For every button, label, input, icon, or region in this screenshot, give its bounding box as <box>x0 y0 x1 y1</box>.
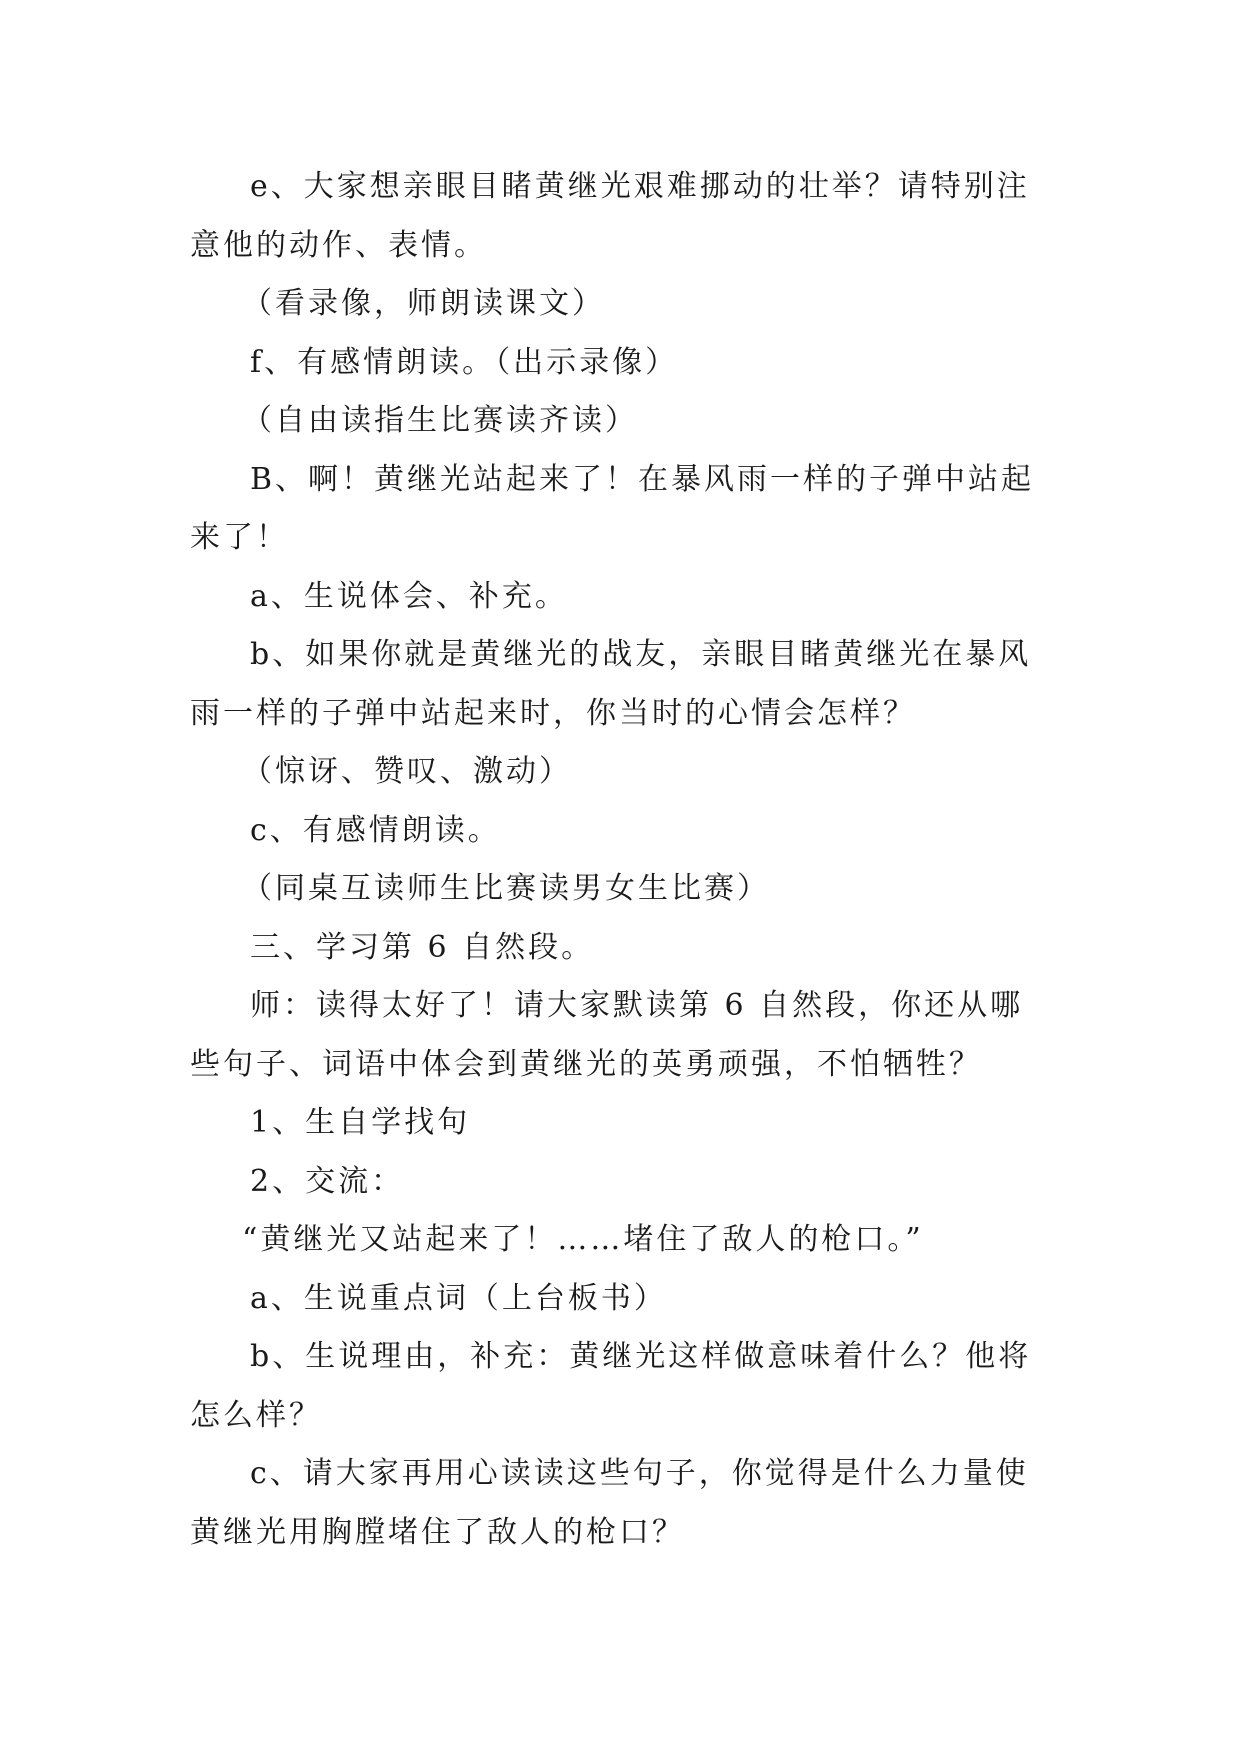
paragraph: e、大家想亲眼目睹黄继光艰难挪动的壮举？请特别注意他的动作、表情。 <box>190 169 1030 263</box>
paragraph: a、生说重点词（上台板书） <box>250 1280 667 1316</box>
quoted-sentence: “黄继光又站起来了！……堵住了敌人的枪口。” <box>242 1222 924 1257</box>
paragraph: b、如果你就是黄继光的战友，亲眼目睹黄继光在暴风雨一样的子弹中站起来时，你当时的心情会怎样？ <box>190 637 1032 731</box>
paragraph: （自由读指生比赛读齐读） <box>242 403 638 438</box>
document-body <box>190 158 1050 1562</box>
paragraph: 师：读得太好了！请大家默读第 6 自然段，你还从哪些句子、词语中体会到黄继光的英勇顽强，不怕牺牲？ <box>190 988 1024 1082</box>
paragraph: f、有感情朗读。（出示录像） <box>250 344 679 380</box>
paragraph: （看录像，师朗读课文） <box>242 286 605 321</box>
paragraph: a、生说体会、补充。 <box>250 578 568 614</box>
paragraph: B、啊！黄继光站起来了！在暴风雨一样的子弹中站起来了！ <box>190 461 1035 555</box>
paragraph: 2、交流： <box>250 1163 405 1199</box>
paragraph: 1、生自学找句 <box>250 1105 471 1140</box>
paragraph: c、请大家再用心读读这些句子，你觉得是什么力量使黄继光用胸膛堵住了敌人的枪口？ <box>190 1456 1029 1550</box>
paragraph: b、生说理由，补充：黄继光这样做意味着什么？他将怎么样？ <box>190 1339 1032 1433</box>
paragraph: c、有感情朗读。 <box>250 812 501 848</box>
section-heading: 三、学习第 6 自然段。 <box>250 929 595 965</box>
paragraph: （同桌互读师生比赛读男女生比赛） <box>242 871 770 906</box>
paragraph: （惊讶、赞叹、激动） <box>242 754 572 789</box>
